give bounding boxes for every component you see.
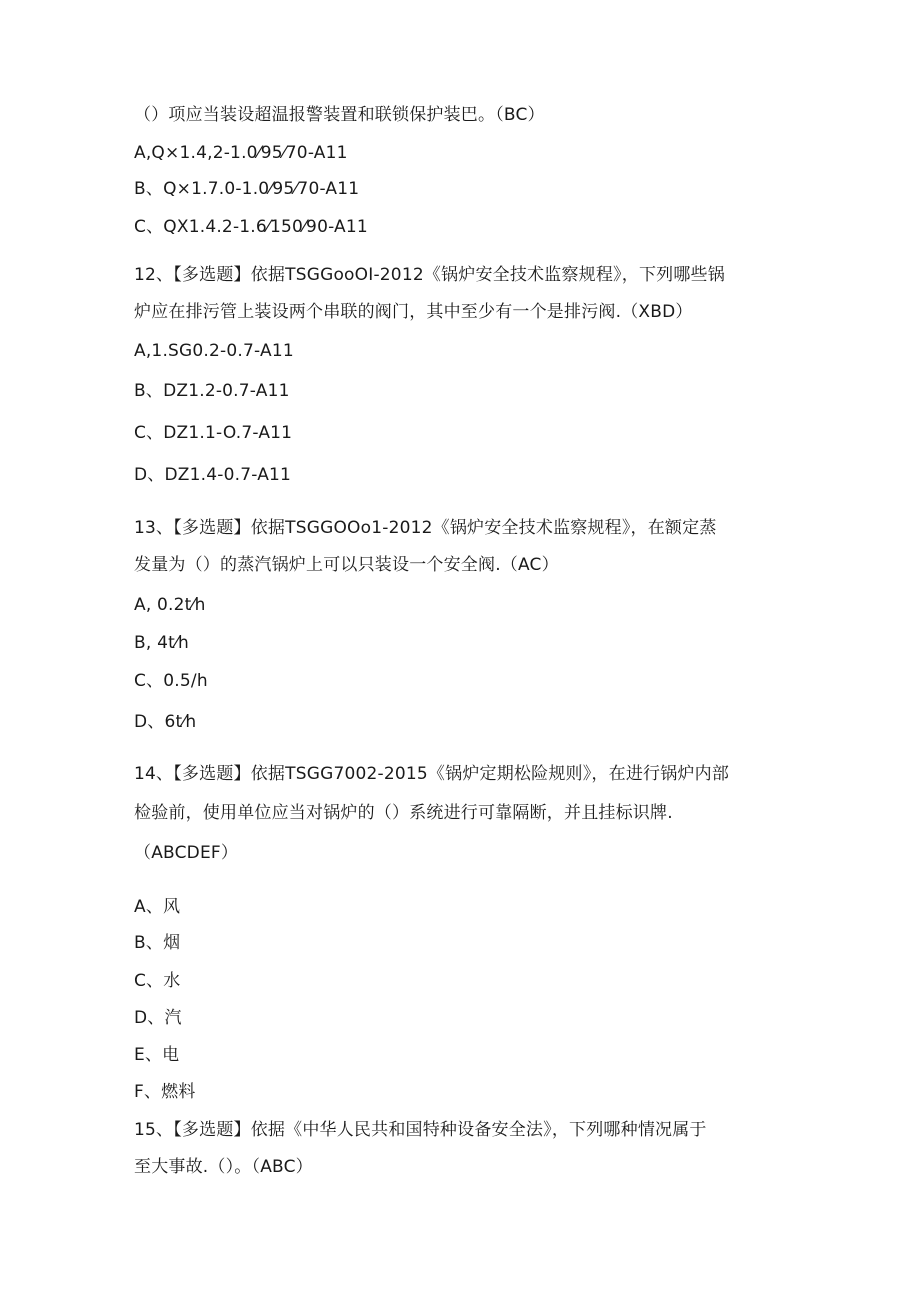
q11-option-b: B、Q×1.7.0-1.0⁄95⁄70-A11 xyxy=(134,179,360,199)
q14-stem-line-2: 检验前，使用单位应当对锅炉的（）系统进行可靠隔断，并且挂标识牌. xyxy=(134,803,673,823)
q15-stem-line-2: 至大事故.（）。（ABC） xyxy=(134,1157,313,1177)
q14-option-a: A、风 xyxy=(134,897,181,917)
q14-option-f: F、燃料 xyxy=(134,1082,196,1102)
q12-option-d: D、DZ1.4-0.7-A11 xyxy=(134,465,292,485)
q13-option-a: A, 0.2t⁄h xyxy=(134,595,206,615)
q13-stem-line-1: 13、【多选题】依据TSGGOOo1-2012《锅炉安全技术监察规程》，在额定蒸 xyxy=(134,518,717,538)
q12-option-a: A,1.SG0.2-0.7-A11 xyxy=(134,341,294,361)
q14-option-e: E、电 xyxy=(134,1045,180,1065)
q13-option-d: D、6t⁄h xyxy=(134,712,197,732)
q13-option-c: C、0.5/h xyxy=(134,671,208,691)
q14-stem-line-3: （ABCDEF） xyxy=(134,843,239,863)
q12-option-b: B、DZ1.2-0.7-A11 xyxy=(134,381,290,401)
q12-option-c: C、DZ1.1-O.7-A11 xyxy=(134,423,293,443)
q14-option-d: D、汽 xyxy=(134,1008,182,1028)
q12-stem-line-1: 12、【多选题】依据TSGGooOI-2012《锅炉安全技术监察规程》，下列哪些锅 xyxy=(134,265,725,285)
q15-stem-line-1: 15、【多选题】依据《中华人民共和国特种设备安全法》，下列哪种情况属于 xyxy=(134,1120,707,1140)
q11-stem-line: （）项应当装设超温报警装置和联锁保护装巴。（BC） xyxy=(134,105,545,125)
q14-stem-line-1: 14、【多选题】依据TSGG7002-2015《锅炉定期松险规则》，在进行锅炉内部 xyxy=(134,764,730,784)
q14-option-c: C、水 xyxy=(134,971,181,991)
q12-stem-line-2: 炉应在排污管上装设两个串联的阀门，其中至少有一个是排污阀.（XBD） xyxy=(134,302,693,322)
q14-option-b: B、烟 xyxy=(134,933,181,953)
q13-stem-line-2: 发量为（）的蒸汽锅炉上可以只装设一个安全阀.（AC） xyxy=(134,555,559,575)
q11-option-a: A,Q×1.4,2-1.0⁄95⁄70-A11 xyxy=(134,143,348,163)
q13-option-b: B, 4t⁄h xyxy=(134,633,189,653)
q11-option-c: C、QX1.4.2-1.6⁄150⁄90-A11 xyxy=(134,217,368,237)
